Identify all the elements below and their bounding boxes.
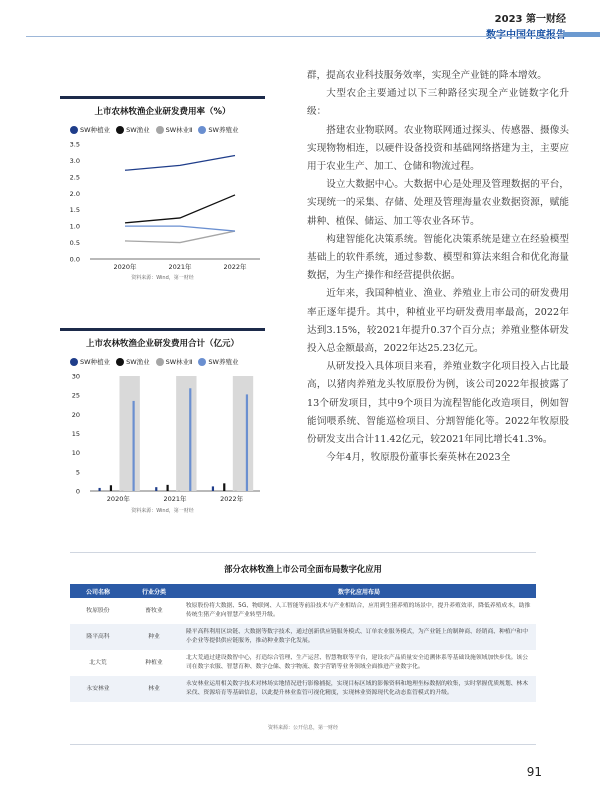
layout-cell: 永安林业运用相关数字技术对林场实地情况进行影像捕捉，实现目标区域的影像资料和地理坐标数据的收集，实时掌握优质规划、林木采伐、资源培育等基础信息，以此提升林业监管可视化精度，实现林业资源现代化动态监管模式的升级。 [182, 676, 536, 702]
series-line [125, 231, 235, 243]
x-tick-label: 2021年 [163, 495, 187, 503]
legend-swatch [156, 126, 164, 134]
header-publisher: 2023 第一财经 [494, 14, 566, 25]
layout-cell: 北大荒通过建设数智中心，打造综合管理、生产运营、智慧物联等平台，建设农产品质量安全追溯体系等基础设施领域加快步伐。该公司在数字农服、智慧育种、数字仓储、数字物流、数字营销等业务领域全面推进产业数字化。 [186, 655, 529, 670]
y-tick-label: 20 [71, 410, 80, 419]
column-header: 行业分类 [126, 584, 182, 598]
legend-swatch [198, 126, 206, 134]
page-number: 91 [526, 765, 542, 779]
paragraph: 构建智能化决策系统。智能化决策系统是建立在经验模型基础上的软件系统，通过参数、模型和算法来组合和优化海量数据，为生产操作和经营提供依据。 [307, 233, 569, 282]
y-tick-label: 2.5 [69, 173, 80, 182]
company-cell: 牧原股份 [86, 607, 110, 614]
legend-label: SW种植业 [80, 358, 111, 366]
x-tick-label: 2020年 [106, 495, 130, 503]
series-line [125, 156, 235, 171]
x-tick-label: 2022年 [223, 263, 247, 271]
series-line [125, 195, 235, 223]
y-tick-label: 2.0 [69, 189, 80, 198]
legend-swatch [156, 358, 164, 366]
legend-item [116, 125, 150, 134]
legend-swatch [116, 358, 124, 366]
chart-rd-rate [60, 96, 265, 274]
bar [167, 485, 169, 491]
y-tick-label: 3.5 [69, 140, 80, 149]
paragraph: 搭建农业物联网。农业物联网通过探头、传感器、摄像头实现物物相连，以硬件设备投资和基础网络搭建为主，主要应用于农业生产、加工、仓储和物流过程。 [307, 124, 569, 173]
paragraph: 设立大数据中心。大数据中心是处理及管理数据的平台，实现统一的采集、存储、处理及管理海量农业数据资源，赋能耕种、植保、储运、加工等农业各环节。 [307, 179, 569, 227]
table [70, 584, 536, 702]
table-row [70, 624, 536, 650]
legend-label: SW渔业 [126, 126, 150, 134]
y-tick-label: 3.0 [69, 156, 80, 165]
industry-cell: 畜牧业 [145, 607, 163, 614]
chart-legend [60, 357, 265, 366]
table-bottom-rule [70, 744, 536, 745]
chart-title: 上市农林牧渔企业研发费用率（%） [94, 107, 231, 117]
x-tick-label: 2022年 [220, 495, 244, 503]
legend-swatch [116, 126, 124, 134]
legend-item [198, 125, 238, 134]
article-body [307, 67, 569, 467]
legend-swatch [70, 126, 78, 134]
bar [246, 394, 248, 491]
band [119, 376, 139, 491]
paragraph: 群，提高农业科技服务效率，实现全产业链的降本增效。 [307, 70, 547, 81]
legend-item [156, 357, 193, 366]
table-top-rule [70, 552, 536, 553]
chart-source: 资料来源：Wind，第一财经 [131, 275, 194, 281]
table-title: 部分农林牧渔上市公司全面布局数字化应用 [224, 564, 382, 574]
legend-item [70, 125, 110, 134]
layout-cell: 牧原股份将大数据、5G、物联网、人工智能等前沿技术与产业相结合，应用到生猪养殖的场景中，提升养殖效率，降低养殖成本，助推传统生猪产业向智慧产业转型升级。 [186, 603, 531, 618]
legend-label: SW种植业 [80, 126, 111, 134]
y-tick-label: 30 [71, 372, 80, 381]
y-tick-label: 15 [71, 430, 80, 438]
chart-source: 资料来源：Wind，第一财经 [131, 508, 194, 514]
bar [99, 488, 101, 491]
bar [133, 401, 135, 491]
digital-layout-table [70, 554, 536, 702]
chart-legend [60, 125, 265, 134]
bar [189, 388, 191, 491]
table-row [70, 598, 536, 624]
header-divider [26, 36, 563, 37]
bar [223, 483, 225, 491]
y-tick-label: 1.0 [69, 222, 80, 231]
x-tick-label: 2021年 [168, 263, 192, 271]
chart-plot [60, 366, 265, 506]
y-tick-label: 25 [71, 391, 80, 400]
chart-plot [60, 134, 265, 274]
table-row [70, 650, 536, 676]
series-line [125, 226, 235, 231]
industry-cell: 种植业 [145, 659, 163, 666]
bar [212, 486, 214, 491]
table-header-row [70, 584, 536, 598]
industry-cell: 种业 [126, 624, 182, 650]
table-source: 资料来源：公开信息，第一财经 [267, 725, 338, 731]
y-tick-label: 1.5 [69, 206, 80, 215]
x-tick-label: 2020年 [113, 263, 137, 271]
industry-cell: 林业 [126, 676, 182, 702]
legend-label: SW渔业 [126, 358, 150, 366]
table-row [70, 676, 536, 702]
paragraph: 从研发投入具体项目来看，养殖业数字化项目投入占比最高，以猪肉养殖龙头牧原股份为例，该公司2022年报披露了13个研发项目，其中9个项目为流程智能化改造项目，例如智能饲喂系统、智能巡检项目、分割智能化等。2022年牧原股份研发支出合计11.42亿元，较2021年同比增长41.3%。 [307, 361, 569, 446]
legend-item [198, 357, 238, 366]
bar [155, 487, 157, 491]
header-report-title [486, 26, 566, 41]
layout-cell: 隆平高科利用区块链、大数据等数字技术，通过创新供应链服务模式、订单农业服务模式，为产业链上的制种商、经销商、种植户和中小企业等提供供应链服务，推动种业数字化发展。 [182, 624, 536, 650]
chart-rd-total [60, 328, 265, 506]
legend-item [156, 125, 193, 134]
company-cell: 永安林业 [70, 676, 126, 702]
legend-swatch [70, 358, 78, 366]
legend-label: SW养殖业 [208, 126, 239, 134]
column-header: 数字化应用布局 [182, 584, 536, 598]
chart-title: 上市农林牧渔企业研发费用合计（亿元） [85, 339, 239, 349]
legend-item [70, 357, 110, 366]
company-cell: 北大荒 [89, 659, 107, 666]
paragraph: 近年来，我国种植业、渔业、养殖业上市公司的研发费用率正逐年提升。其中，种植业平均研发费用率最高，2022年达到3.15%，较2021年提升0.37个百分点；养殖业整体研发投入总金额最高，2022年达25.23亿元。 [307, 288, 569, 355]
y-tick-label: 10 [71, 449, 80, 458]
column-header: 公司名称 [70, 584, 126, 598]
legend-item [116, 357, 150, 366]
legend-label: SW养殖业 [208, 358, 239, 366]
legend-label: SW林业Ⅱ [165, 358, 193, 366]
paragraph: 大型农企主要通过以下三种路径实现全产业链数字化升级： [307, 88, 569, 118]
paragraph: 今年4月，牧原股份董事长秦英林在2023全 [326, 452, 511, 464]
legend-swatch [198, 358, 206, 366]
band [176, 376, 196, 491]
y-tick-label: 0 [75, 487, 80, 496]
company-cell: 隆平高科 [70, 624, 126, 650]
y-tick-label: 0.0 [69, 255, 80, 264]
band [233, 376, 253, 491]
header-accent-bar [563, 32, 600, 37]
bar [110, 485, 112, 491]
y-tick-label: 5 [75, 468, 80, 477]
y-tick-label: 0.5 [69, 239, 80, 248]
legend-label: SW林业Ⅱ [165, 126, 193, 134]
